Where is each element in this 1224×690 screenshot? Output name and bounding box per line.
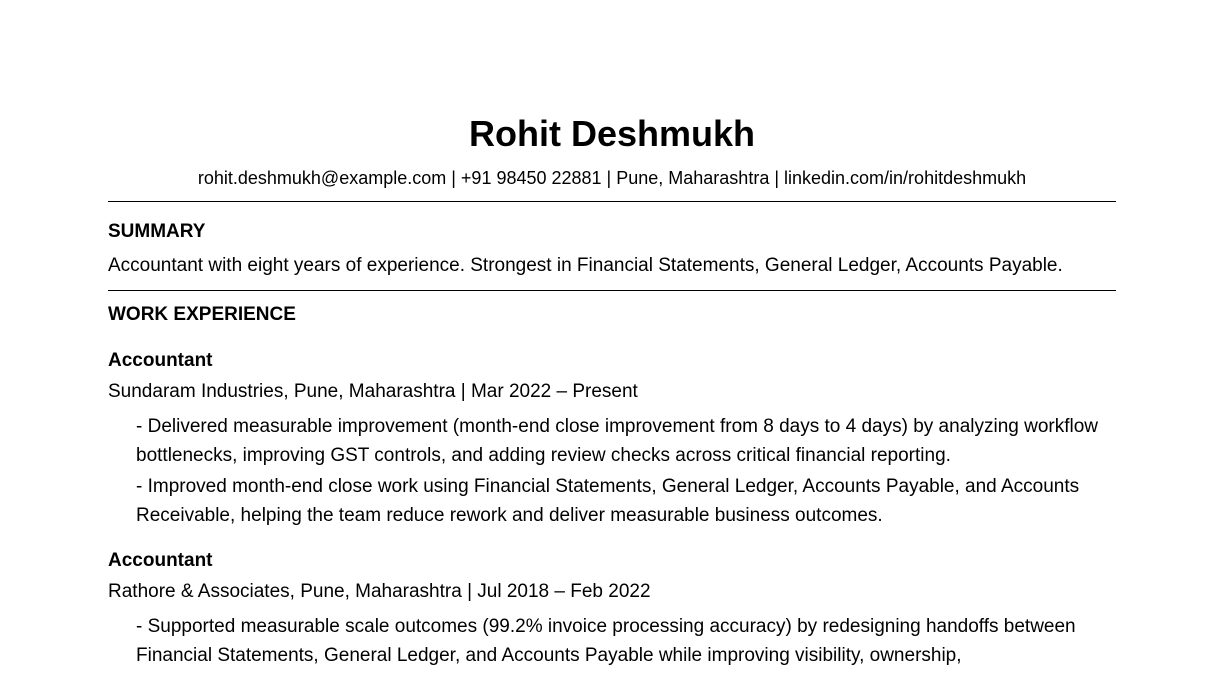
job-bullets xyxy=(108,412,1116,530)
job-bullet: - Improved month-end close work using Financial Statements, General Ledger, Accounts Payable, and Accounts Receivable, helping the team reduce rework and deliver measurable business outcomes. xyxy=(136,476,1080,526)
contact-line: rohit.deshmukh@example.com | +91 98450 22881 | Pune, Maharashtra | linkedin.com/in/rohitdeshmukh xyxy=(197,168,1027,188)
job-entry xyxy=(108,350,1116,530)
job-bullet: - Supported measurable scale outcomes (99.2% invoice processing accuracy) by redesigning handoffs between Financial Statements, General Ledger, and Accounts Payable while improving visibility, ownership, xyxy=(136,616,1076,666)
summary-text: Accountant with eight years of experience. Strongest in Financial Statements, General Ledger, Accounts Payable. xyxy=(108,255,1063,276)
job-title: Accountant xyxy=(108,550,213,571)
resume xyxy=(108,113,1116,670)
candidate-name: Rohit Deshmukh xyxy=(468,113,755,154)
job-entry xyxy=(108,550,1116,670)
work-experience-heading: WORK EXPERIENCE xyxy=(108,304,296,325)
job-bullets xyxy=(108,612,1116,670)
job-company-dates: Sundaram Industries, Pune, Maharashtra | Mar 2022 – Present xyxy=(108,381,638,402)
section-divider xyxy=(108,290,1116,291)
job-bullet: - Delivered measurable improvement (month-end close improvement from 8 days to 4 days) by analyzing workflow bottlenecks, improving GST controls, and adding review checks across critical financial reporting. xyxy=(136,416,1099,466)
summary-heading: SUMMARY xyxy=(108,221,206,242)
job-company-dates: Rathore & Associates, Pune, Maharashtra | Jul 2018 – Feb 2022 xyxy=(108,581,651,602)
section-divider xyxy=(108,201,1116,202)
job-title: Accountant xyxy=(108,350,213,371)
